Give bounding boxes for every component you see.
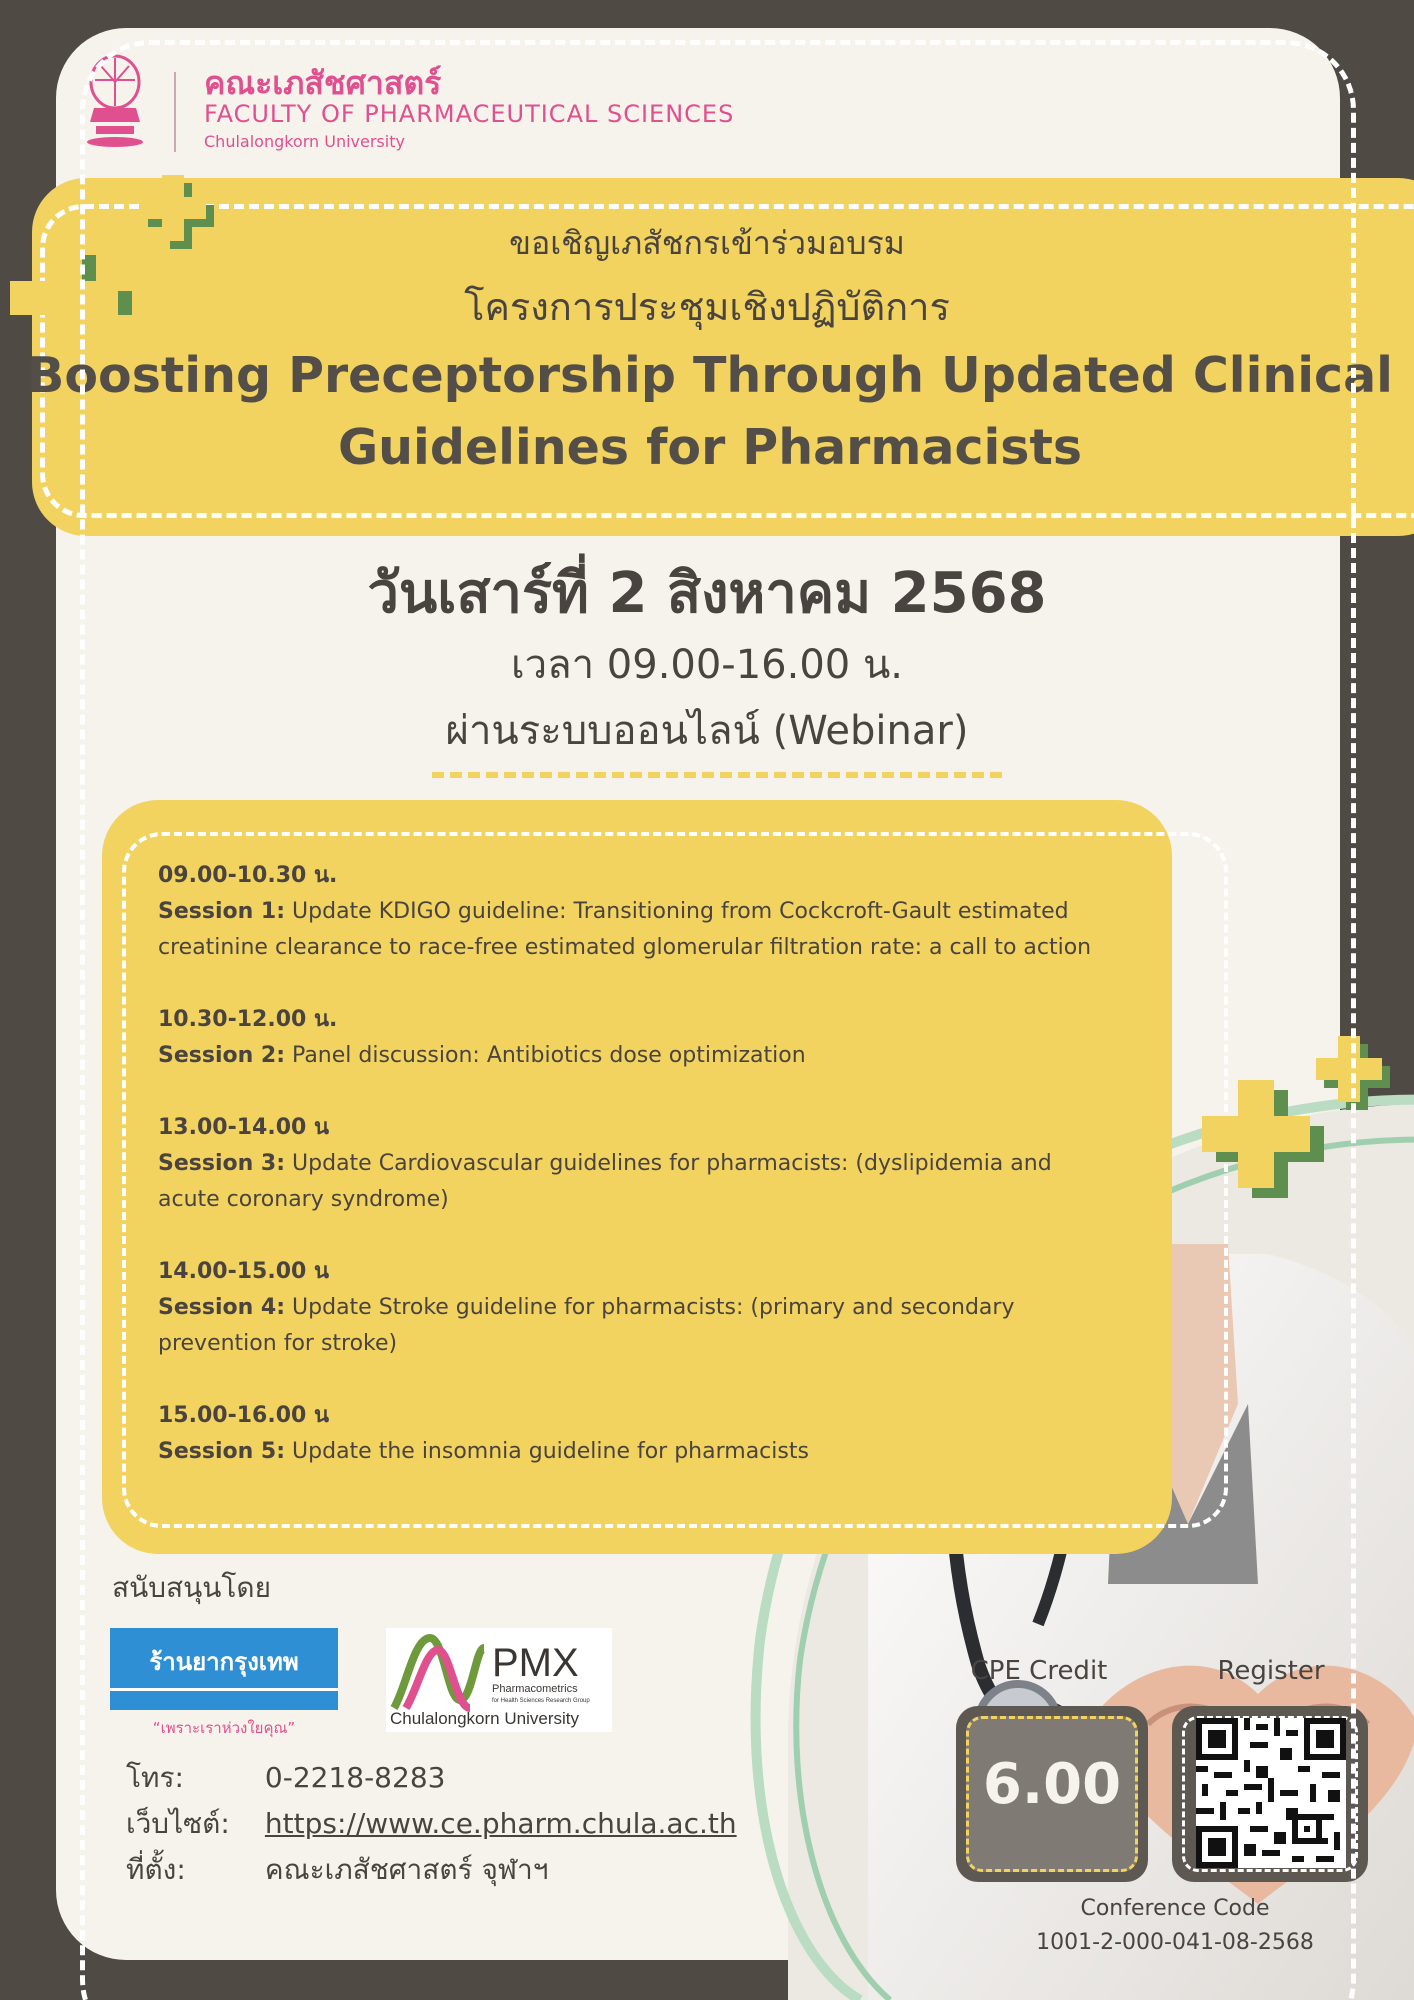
faculty-english-name: FACULTY OF PHARMACEUTICAL SCIENCES xyxy=(204,100,735,128)
session-label: Session 5: xyxy=(158,1439,286,1464)
phone-label: โทร: xyxy=(126,1761,184,1794)
session-description: Update the insomnia guideline for pharmacists xyxy=(292,1439,809,1464)
cpe-credit-value: 6.00 xyxy=(982,1752,1122,1817)
register-label: Register xyxy=(1217,1656,1325,1686)
session-label: Session 3: xyxy=(158,1151,286,1176)
session-time: 14.00-15.00 น xyxy=(158,1259,330,1284)
pmx-name: PMX xyxy=(492,1641,579,1685)
outer-dashed-frame xyxy=(80,40,1356,2000)
session-time: 13.00-14.00 น xyxy=(158,1115,330,1140)
sponsor-label: สนับสนุนโดย xyxy=(112,1571,272,1604)
session-label: Session 4: xyxy=(158,1295,286,1320)
cpe-credit-label: CPE Credit xyxy=(970,1656,1108,1686)
event-title: Boosting Preceptorship Through Updated Clinical Guidelines for Pharmacists xyxy=(27,347,1393,476)
session-description: Update Cardiovascular guidelines for pharmacists: (dyslipidemia and acute coronary syndrome) xyxy=(158,1151,1052,1212)
faculty-thai-name: คณะเภสัชศาสตร์ xyxy=(204,64,442,102)
event-date: วันเสาร์ที่ 2 สิงหาคม 2568 xyxy=(367,561,1047,626)
address: คณะเภสัชศาสตร์ จุฬาฯ xyxy=(264,1853,549,1886)
session-label: Session 2: xyxy=(158,1043,286,1068)
session-description: Update Stroke guideline for pharmacists: (primary and secondary prevention for stroke) xyxy=(158,1295,1015,1356)
conference-code-label: Conference Code xyxy=(1080,1896,1270,1921)
session-description: Panel discussion: Antibiotics dose optimization xyxy=(292,1043,806,1068)
session-time: 10.30-12.00 น. xyxy=(158,1007,338,1032)
project-type: โครงการประชุมเชิงปฏิบัติการ xyxy=(464,285,950,329)
session-label: Session 1: xyxy=(158,899,286,924)
invitation-text: ขอเชิญเภสัชกรเข้าร่วมอบรม xyxy=(509,224,905,262)
pmx-subtitle-2: for Health Sciences Research Group xyxy=(492,1698,590,1704)
session-time: 09.00-10.30 น. xyxy=(158,863,338,888)
session-time: 15.00-16.00 น xyxy=(158,1403,330,1428)
sponsor1-name: ร้านยากรุงเทพ xyxy=(149,1648,299,1676)
session-description: Update KDIGO guideline: Transitioning from Cockcroft-Gault estimated creatinine clearance to race-free estimated glomerular filtration rate: a call to action xyxy=(158,899,1092,960)
phone-number: 0-2218-8283 xyxy=(264,1761,446,1794)
event-time: เวลา 09.00-16.00 น. xyxy=(510,642,904,688)
university-name: Chulalongkorn University xyxy=(204,132,405,151)
conference-code: 1001-2-000-041-08-2568 xyxy=(1036,1930,1314,1955)
pmx-subtitle: Pharmacometrics xyxy=(492,1683,578,1695)
sponsor1-tagline: “เพราะเราห่วงใยคุณ” xyxy=(152,1719,296,1737)
website-label: เว็บไซต์: xyxy=(126,1807,230,1840)
website-link[interactable]: https://www.ce.pharm.chula.ac.th xyxy=(264,1807,737,1840)
address-label: ที่ตั้ง: xyxy=(126,1853,186,1886)
event-mode: ผ่านระบบออนไลน์ (Webinar) xyxy=(445,708,969,754)
pmx-university: Chulalongkorn University xyxy=(390,1709,579,1728)
